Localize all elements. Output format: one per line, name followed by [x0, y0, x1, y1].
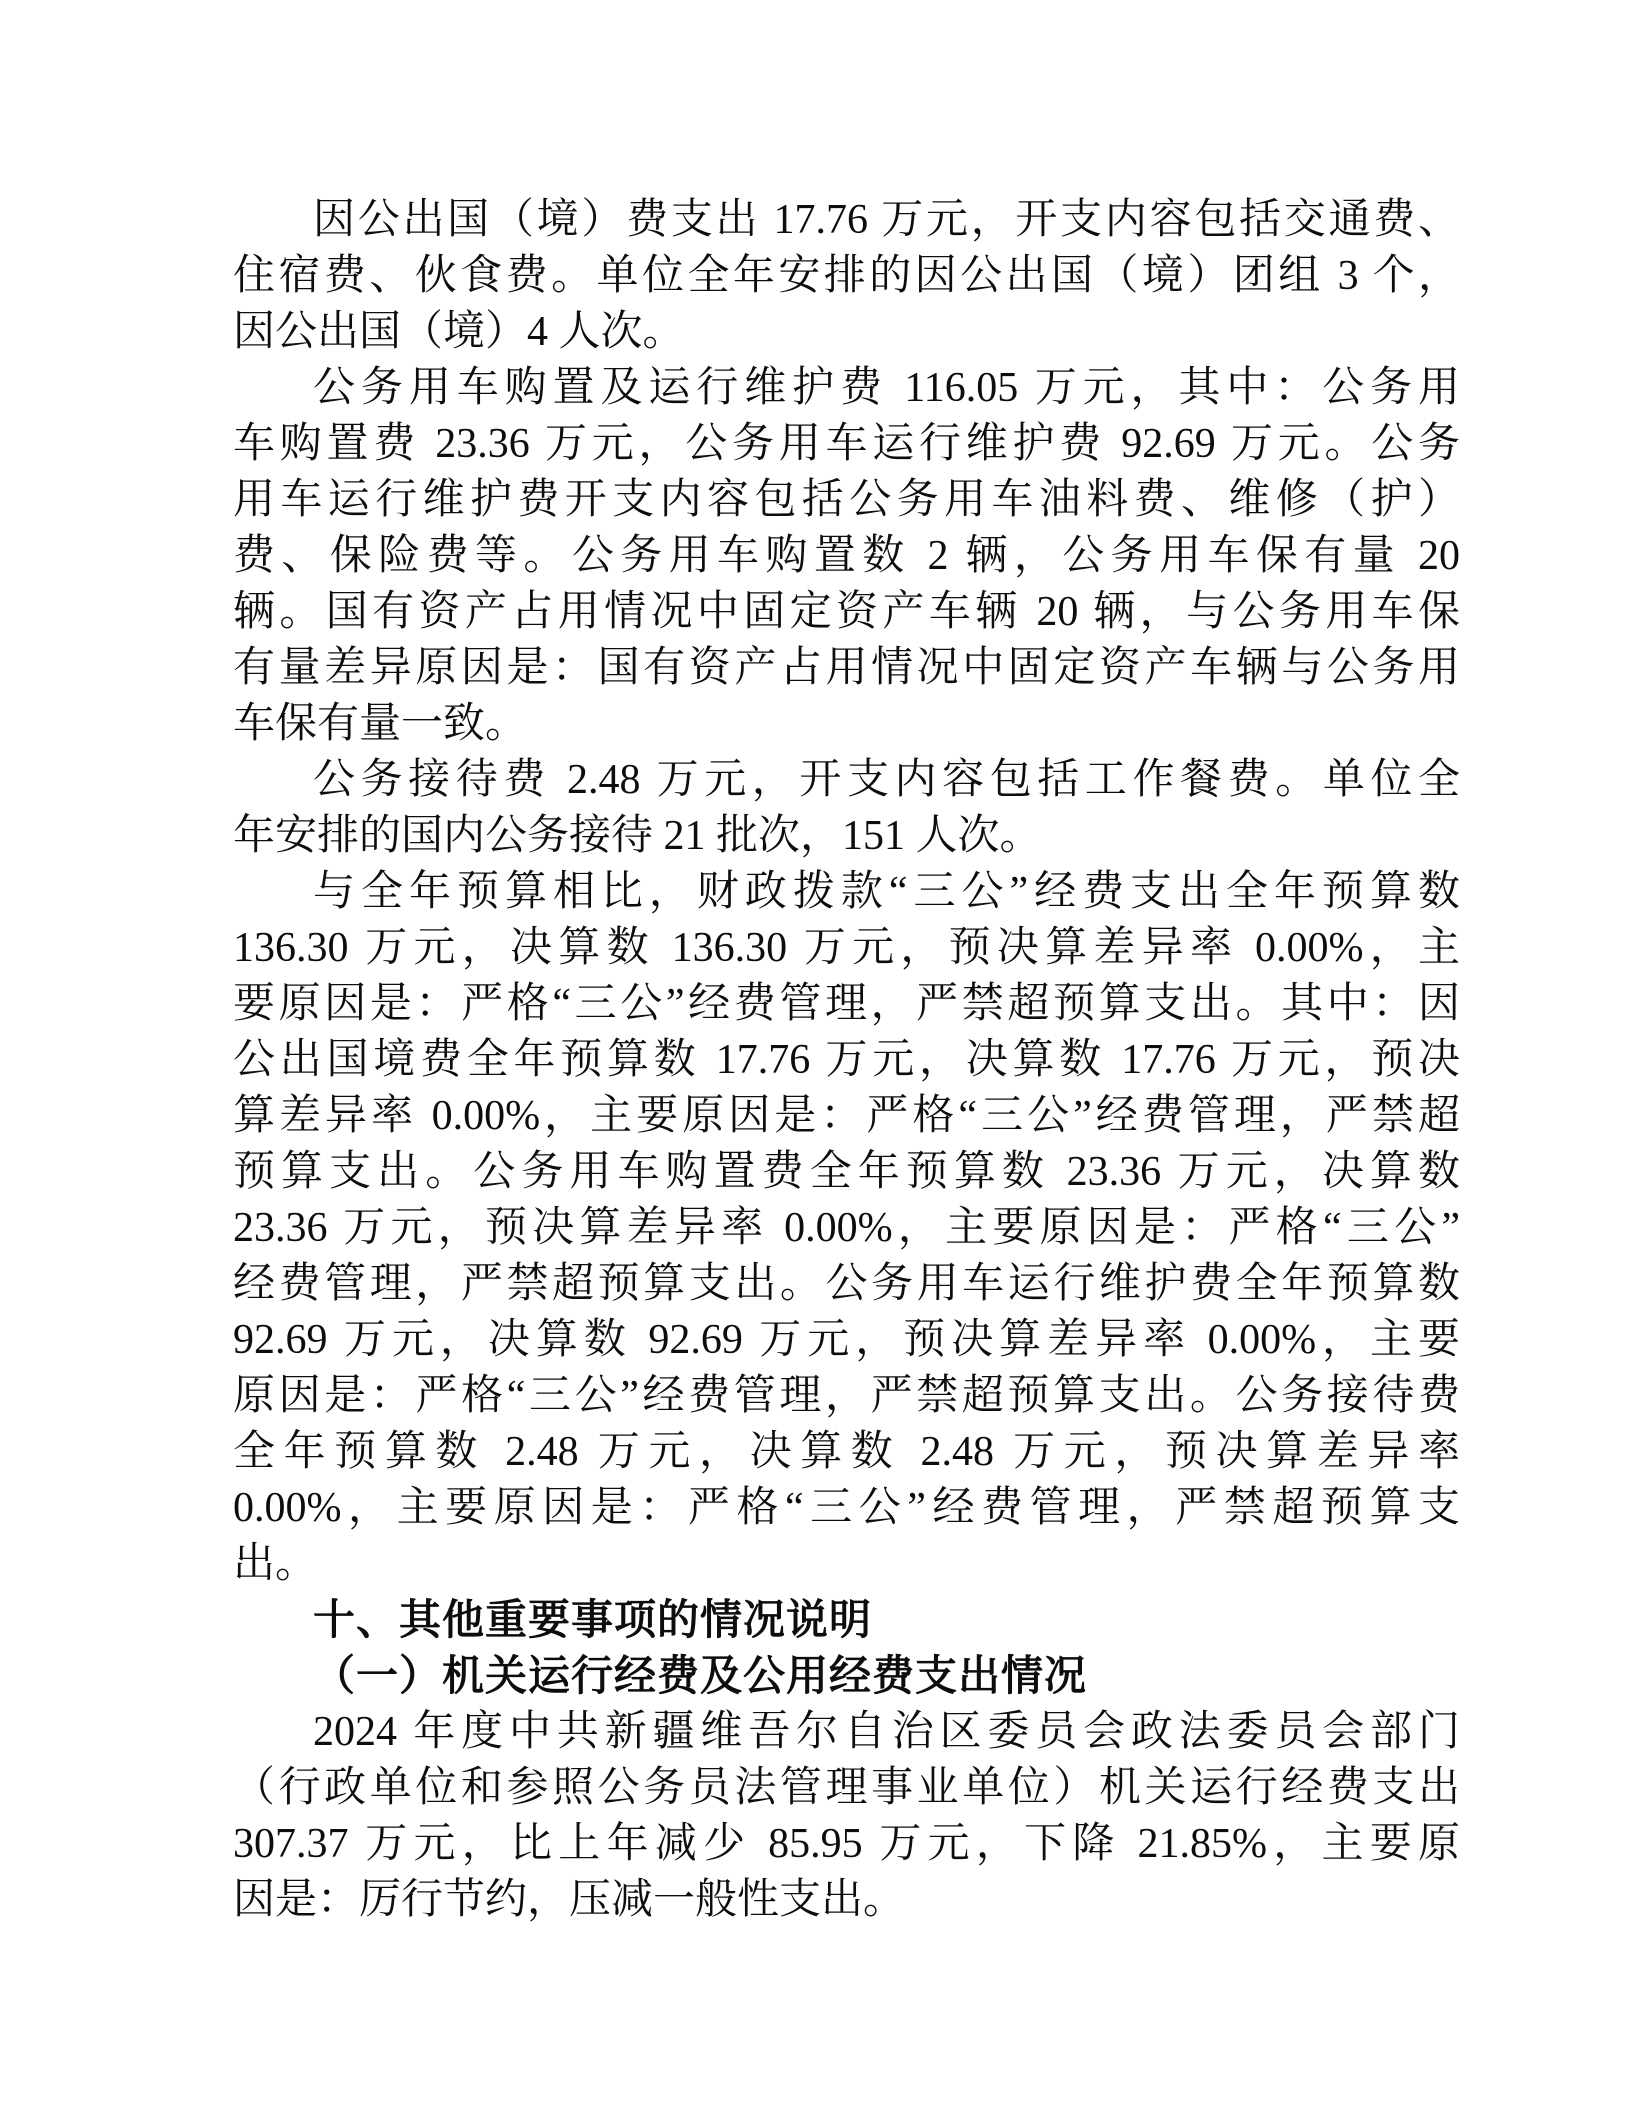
text-block	[233, 192, 1460, 1928]
para-budget-vs-final	[233, 864, 1460, 1592]
para-reception-expense	[233, 752, 1460, 864]
text-line: 公务用车购置及运行维护费 116.05 万元，其中：公务用	[313, 365, 1460, 411]
text-line: 307.37 万元，比上年减少 85.95 万元，下降 21.85%，主要原	[233, 1821, 1460, 1867]
para-overseas-travel	[233, 192, 1460, 360]
text-line: 要原因是：严格“三公”经费管理，严禁超预算支出。其中：因	[233, 981, 1460, 1027]
text-line: 因公出国（境）4 人次。	[233, 309, 685, 355]
text-line: 年安排的国内公务接待 21 批次，151 人次。	[233, 813, 1042, 859]
heading-other-important-items	[233, 1592, 1460, 1648]
text-line: 有量差异原因是：国有资产占用情况中固定资产车辆与公务用	[233, 645, 1460, 691]
text-line: 23.36 万元，预决算差异率 0.00%，主要原因是：严格“三公”	[233, 1205, 1460, 1251]
text-line: 136.30 万元，决算数 136.30 万元，预决算差异率 0.00%，主	[233, 925, 1460, 971]
text-line: 因公出国（境）费支出 17.76 万元，开支内容包括交通费、	[313, 197, 1460, 243]
text-line: 2024 年度中共新疆维吾尔自治区委员会政法委员会部门	[313, 1709, 1460, 1755]
text-line: 辆。国有资产占用情况中固定资产车辆 20 辆，与公务用车保	[233, 589, 1460, 635]
text-line: 0.00%，主要原因是：严格“三公”经费管理，严禁超预算支	[233, 1485, 1460, 1531]
text-line: 费、保险费等。公务用车购置数 2 辆，公务用车保有量 20	[233, 533, 1460, 579]
text-line: 全年预算数 2.48 万元，决算数 2.48 万元，预决算差异率	[233, 1429, 1460, 1475]
heading-operating-expense	[233, 1648, 1460, 1704]
section-heading: 十、其他重要事项的情况说明	[313, 1596, 873, 1643]
text-line: 因是：厉行节约，压减一般性支出。	[233, 1877, 906, 1923]
text-line: 原因是：严格“三公”经费管理，严禁超预算支出。公务接待费	[233, 1373, 1460, 1419]
text-line: 车购置费 23.36 万元，公务用车运行维护费 92.69 万元。公务	[233, 421, 1460, 467]
text-line: 经费管理，严禁超预算支出。公务用车运行维护费全年预算数	[233, 1261, 1460, 1307]
subsection-heading: （一）机关运行经费及公用经费支出情况	[313, 1652, 1088, 1699]
text-line: 预算支出。公务用车购置费全年预算数 23.36 万元，决算数	[233, 1149, 1460, 1195]
text-line: 算差异率 0.00%，主要原因是：严格“三公”经费管理，严禁超	[233, 1093, 1460, 1139]
text-line: 与全年预算相比，财政拨款“三公”经费支出全年预算数	[313, 869, 1460, 915]
text-line: 车保有量一致。	[233, 701, 528, 747]
text-line: 92.69 万元，决算数 92.69 万元，预决算差异率 0.00%，主要	[233, 1317, 1460, 1363]
text-line: （行政单位和参照公务员法管理事业单位）机关运行经费支出	[233, 1765, 1460, 1811]
text-line: 住宿费、伙食费。单位全年安排的因公出国（境）团组 3 个，	[233, 253, 1460, 299]
para-vehicle-expense	[233, 360, 1460, 752]
para-operating-expense-detail	[233, 1704, 1460, 1928]
text-line: 用车运行维护费开支内容包括公务用车油料费、维修（护）	[233, 477, 1460, 523]
text-line: 出。	[233, 1541, 318, 1587]
text-line: 公务接待费 2.48 万元，开支内容包括工作餐费。单位全	[313, 757, 1460, 803]
text-line: 公出国境费全年预算数 17.76 万元，决算数 17.76 万元，预决	[233, 1037, 1460, 1083]
